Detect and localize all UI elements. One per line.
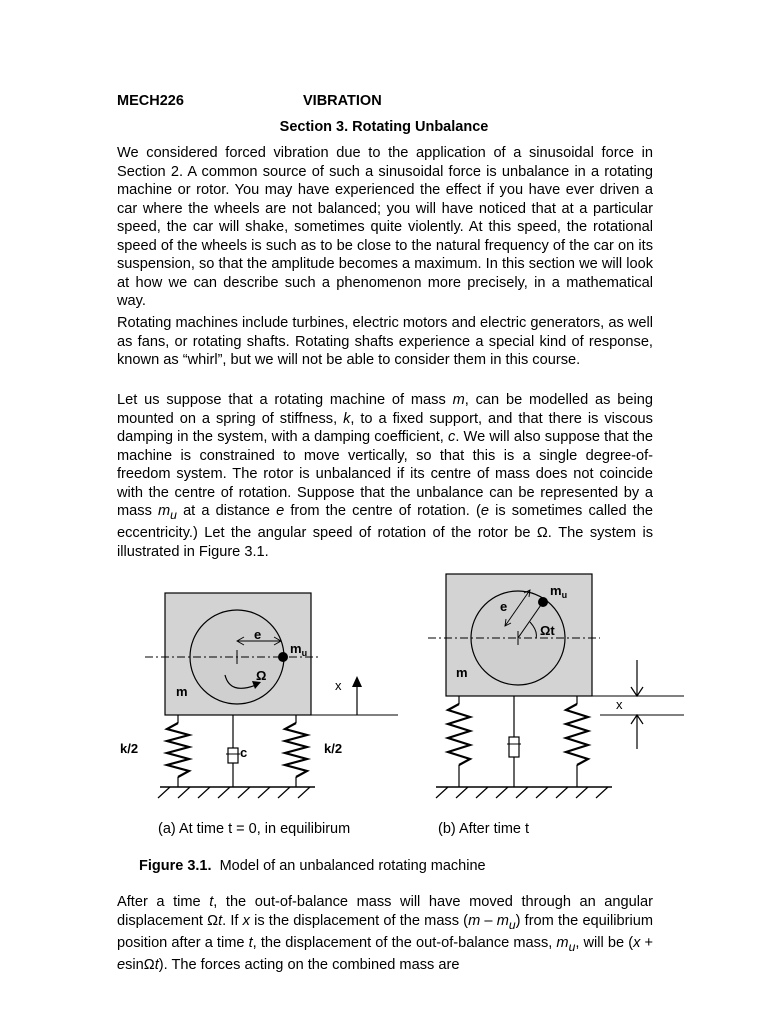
spring-right-b — [566, 704, 588, 765]
label-x-a: x — [335, 678, 342, 693]
label-k2-left-a: k/2 — [120, 741, 139, 756]
figure-a — [120, 593, 398, 798]
damper-b — [509, 737, 519, 757]
spring-left-b — [448, 704, 470, 765]
label-c-a: c — [240, 745, 248, 760]
caption-a: (a) At time t = 0, in equilibirum — [158, 821, 351, 837]
paragraph-3: Let us suppose that a rotating machine of mass m, can be modelled as being mounted on a spring of stiffness, k, to a fixed support, and that there is viscous damping in the system, with a damping coefficient, c. We will also suppose that the machine is constrained to move vertically, so that this is a single degree-of-freedom system. The rotor is unbalanced if its centre of mass does not coincide with the centre of rotation. Suppose that the unbalance can be represented by a mass $m_u$ at a distance e from the centre of rotation. (e is sometimes called the eccentricity.) Let the angular speed of rotation of the rotor be Ω. The system is illustrated in Figure 3.1. — [117, 392, 654, 560]
caption-b: (b) After time t — [438, 821, 530, 837]
paragraph-2: Rotating machines include turbines, electric motors and electric generators, as well as fans, or rotating shafts. Rotating shafts experience a special kind of response, known as “whirl”, but we will not be able to consider them in this course. — [117, 315, 653, 368]
label-mu-b: $m_u$ — [550, 583, 568, 600]
paragraph-4: After a time t, the out-of-balance mass will have moved through an angular displacement Ωt. If x is the displacement of the mass $(m - m_u)$ from the equilibrium position after a time t, the displacement of the out-of-balance mass, $m_u$, will be (x + esinΩt). The forces acting on the combined mass are — [117, 894, 654, 974]
label-mu-a: $m_u$ — [290, 641, 308, 658]
figure-b — [428, 574, 684, 798]
damper-a — [228, 748, 238, 763]
course-code: MECH226 — [117, 93, 184, 109]
unbalance-mass-a — [278, 652, 288, 662]
spring-right-a — [285, 723, 307, 777]
figure-caption-text: Model of an unbalanced rotating machine — [211, 858, 486, 874]
label-k2-right-a: k/2 — [324, 741, 343, 756]
figure-caption-label: Figure 3.1. — [139, 858, 212, 874]
figure-3-1 — [0, 565, 768, 825]
unbalance-mass-b — [538, 597, 548, 607]
label-m-a: m — [176, 684, 188, 699]
subject-title: VIBRATION — [303, 93, 382, 109]
label-x-b: x — [616, 697, 623, 712]
label-e-b: e — [500, 599, 508, 614]
label-m-b: m — [456, 665, 468, 680]
label-omega-t-b: Ωt — [540, 623, 555, 638]
label-e-a: e — [254, 627, 262, 642]
label-omega-a: Ω — [256, 668, 267, 683]
spring-left-a — [167, 723, 189, 777]
paragraph-1: We considered forced vibration due to the application of a sinusoidal force in Section 2. A common source of such a sinusoidal force is unbalance in a rotating machine or rotor. You may have experienced the effect if you have ever driven a car where the wheels are not balanced; you will have noticed that at a particular speed, the car will shake, sometimes quite violently. At this speed, the rotational speed of the wheels is such as to be close to the natural frequency of the car on its suspension, so that the amplitude becomes a maximum. In this section we will look at how we can describe such a phenomenon more precisely, in a mathematical way. — [117, 145, 653, 309]
section-title: Section 3. Rotating Unbalance — [279, 119, 489, 135]
figure-caption — [139, 858, 486, 874]
